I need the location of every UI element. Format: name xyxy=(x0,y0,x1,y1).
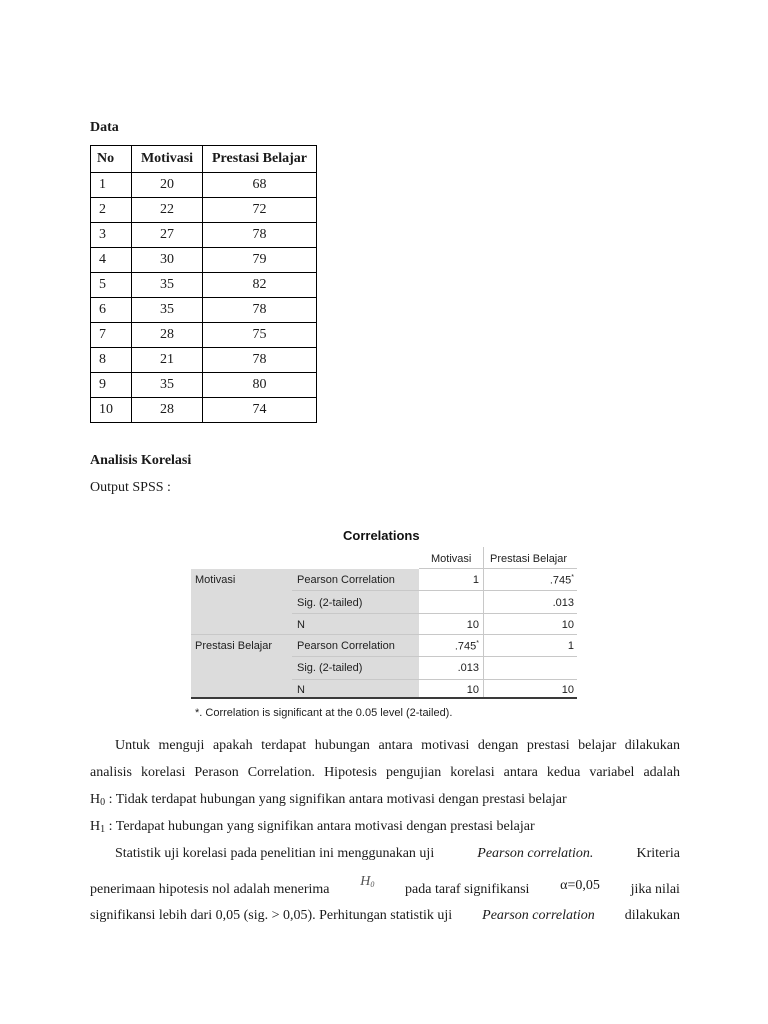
value-text: .745 xyxy=(549,574,572,587)
row-line-1 xyxy=(292,590,577,591)
cell-prestasi: 78 xyxy=(203,223,317,248)
row-line-4 xyxy=(292,679,577,680)
cell-motivasi: 27 xyxy=(132,223,203,248)
row-group-prestasi: Prestasi Belajar xyxy=(195,640,273,652)
table-row xyxy=(91,298,317,323)
cell-motivasi: 30 xyxy=(132,248,203,273)
p2-l2-c: jika nilai xyxy=(630,882,680,897)
cell-motivasi: 35 xyxy=(132,298,203,323)
cell-motivasi: 28 xyxy=(132,323,203,348)
value-cell: 10 xyxy=(466,619,479,631)
table-row xyxy=(91,348,317,373)
p2-l2-a: penerimaan hipotesis nol adalah menerima xyxy=(90,882,330,897)
table-row xyxy=(91,273,317,298)
cell-motivasi: 22 xyxy=(132,198,203,223)
cell-motivasi: 20 xyxy=(132,173,203,198)
value-cell: 1 xyxy=(472,574,479,586)
p2-l1-b xyxy=(477,846,593,862)
h0-text: : Tidak terdapat hubungan yang signifikan antara motivasi dengan prestasi belajar xyxy=(105,792,567,807)
value-cell: 10 xyxy=(561,619,574,631)
stat-label-sig: Sig. (2-tailed) xyxy=(297,662,363,674)
significance-star: * xyxy=(571,574,574,581)
table-bottom-border xyxy=(191,697,577,699)
h1-text: : Terdapat hubungan yang signifikan antara motivasi dengan prestasi belajar xyxy=(105,819,535,834)
row-line-2 xyxy=(292,613,577,614)
cell-no: 1 xyxy=(91,173,132,198)
table-header-row xyxy=(91,146,317,173)
value-cell: 1 xyxy=(567,640,574,652)
p2-l2-h0 xyxy=(360,874,374,890)
p2-l2-alpha: α=0,05 xyxy=(560,878,600,893)
p2-l1-c: Kriteria xyxy=(636,846,680,861)
stat-label-n: N xyxy=(297,619,305,631)
analysis-heading: Analisis Korelasi xyxy=(90,453,192,468)
data-heading: Data xyxy=(90,120,119,135)
h0-subscript: 0 xyxy=(100,797,106,808)
row-group-motivasi: Motivasi xyxy=(195,574,236,586)
table-row xyxy=(91,173,317,198)
cell-prestasi: 80 xyxy=(203,373,317,398)
stat-label-pearson: Pearson Correlation xyxy=(297,640,395,652)
hypothesis-h0 xyxy=(90,792,680,808)
col-header-prestasi: Prestasi Belajar xyxy=(490,553,568,565)
cell-prestasi: 79 xyxy=(203,248,317,273)
cell-prestasi: 72 xyxy=(203,198,317,223)
col-header-motivasi: Motivasi xyxy=(431,553,472,565)
cell-motivasi: 35 xyxy=(132,373,203,398)
p2-l2-b: pada taraf signifikansi xyxy=(405,882,530,897)
group-divider xyxy=(191,634,577,635)
spss-footnote: *. Correlation is significant at the 0.05 level (2-tailed). xyxy=(195,707,453,719)
h1-subscript: 1 xyxy=(100,824,106,835)
cell-motivasi: 35 xyxy=(132,273,203,298)
header-col-divider xyxy=(483,547,484,569)
h1-symbol: H xyxy=(90,819,101,834)
value-cell: .013 xyxy=(552,597,574,609)
cell-no: 2 xyxy=(91,198,132,223)
paragraph-2-line-3 xyxy=(90,908,680,924)
table-row xyxy=(91,198,317,223)
header-divider xyxy=(419,568,577,569)
cell-no: 8 xyxy=(91,348,132,373)
row-line-3 xyxy=(292,656,577,657)
value-cell: .013 xyxy=(457,662,479,674)
cell-prestasi: 68 xyxy=(203,173,317,198)
cell-no: 3 xyxy=(91,223,132,248)
header-prestasi: Prestasi Belajar xyxy=(203,146,317,173)
stat-label-pearson: Pearson Correlation xyxy=(297,574,395,586)
value-cell xyxy=(550,574,574,587)
cell-motivasi: 21 xyxy=(132,348,203,373)
cell-no: 9 xyxy=(91,373,132,398)
paragraph-1-line-1: Untuk menguji apakah terdapat hubungan antara motivasi dengan prestasi belajar dilakukan xyxy=(115,738,680,753)
paragraph-2-line-1 xyxy=(115,846,680,862)
p2-l3-italic: Pearson correlation xyxy=(482,908,595,923)
data-table xyxy=(90,145,317,423)
cell-prestasi: 78 xyxy=(203,348,317,373)
table-row xyxy=(91,323,317,348)
spss-title: Correlations xyxy=(343,528,420,543)
value-cell xyxy=(455,640,479,653)
h0-math-sub: 0 xyxy=(370,880,375,889)
p2-l3-a: signifikansi lebih dari 0,05 (sig. > 0,05). Perhitungan statistik uji xyxy=(90,908,453,923)
cell-no: 7 xyxy=(91,323,132,348)
value-text: .745 xyxy=(454,640,477,653)
value-cell: 10 xyxy=(561,684,574,696)
h0-math: H xyxy=(360,874,371,889)
cell-no: 6 xyxy=(91,298,132,323)
table-row xyxy=(91,373,317,398)
paragraph-2-line-2 xyxy=(90,874,680,897)
h0-symbol: H xyxy=(90,792,101,807)
table-row xyxy=(91,248,317,273)
output-label: Output SPSS : xyxy=(90,480,171,495)
significance-star: * xyxy=(476,640,479,647)
cell-motivasi: 28 xyxy=(132,398,203,423)
cell-no: 4 xyxy=(91,248,132,273)
cell-prestasi: 82 xyxy=(203,273,317,298)
header-motivasi: Motivasi xyxy=(132,146,203,173)
cell-prestasi: 74 xyxy=(203,398,317,423)
header-no: No xyxy=(91,146,132,173)
table-row xyxy=(91,223,317,248)
p2-l3-c: dilakukan xyxy=(624,908,680,923)
p2-l1-italic: Pearson correlation. xyxy=(477,846,594,861)
stat-label-sig: Sig. (2-tailed) xyxy=(297,597,363,609)
hypothesis-h1 xyxy=(90,819,680,835)
cell-no: 5 xyxy=(91,273,132,298)
value-cell: 10 xyxy=(466,684,479,696)
table-row xyxy=(91,398,317,423)
stat-label-n: N xyxy=(297,684,305,696)
cell-prestasi: 75 xyxy=(203,323,317,348)
cell-prestasi: 78 xyxy=(203,298,317,323)
cell-no: 10 xyxy=(91,398,132,423)
p2-l1-a: Statistik uji korelasi pada penelitian ini menggunakan uji xyxy=(115,846,435,861)
paragraph-1-line-2: analisis korelasi Perason Correlation. Hipotesis pengujian korelasi antara kedua variabel adalah xyxy=(90,765,680,780)
